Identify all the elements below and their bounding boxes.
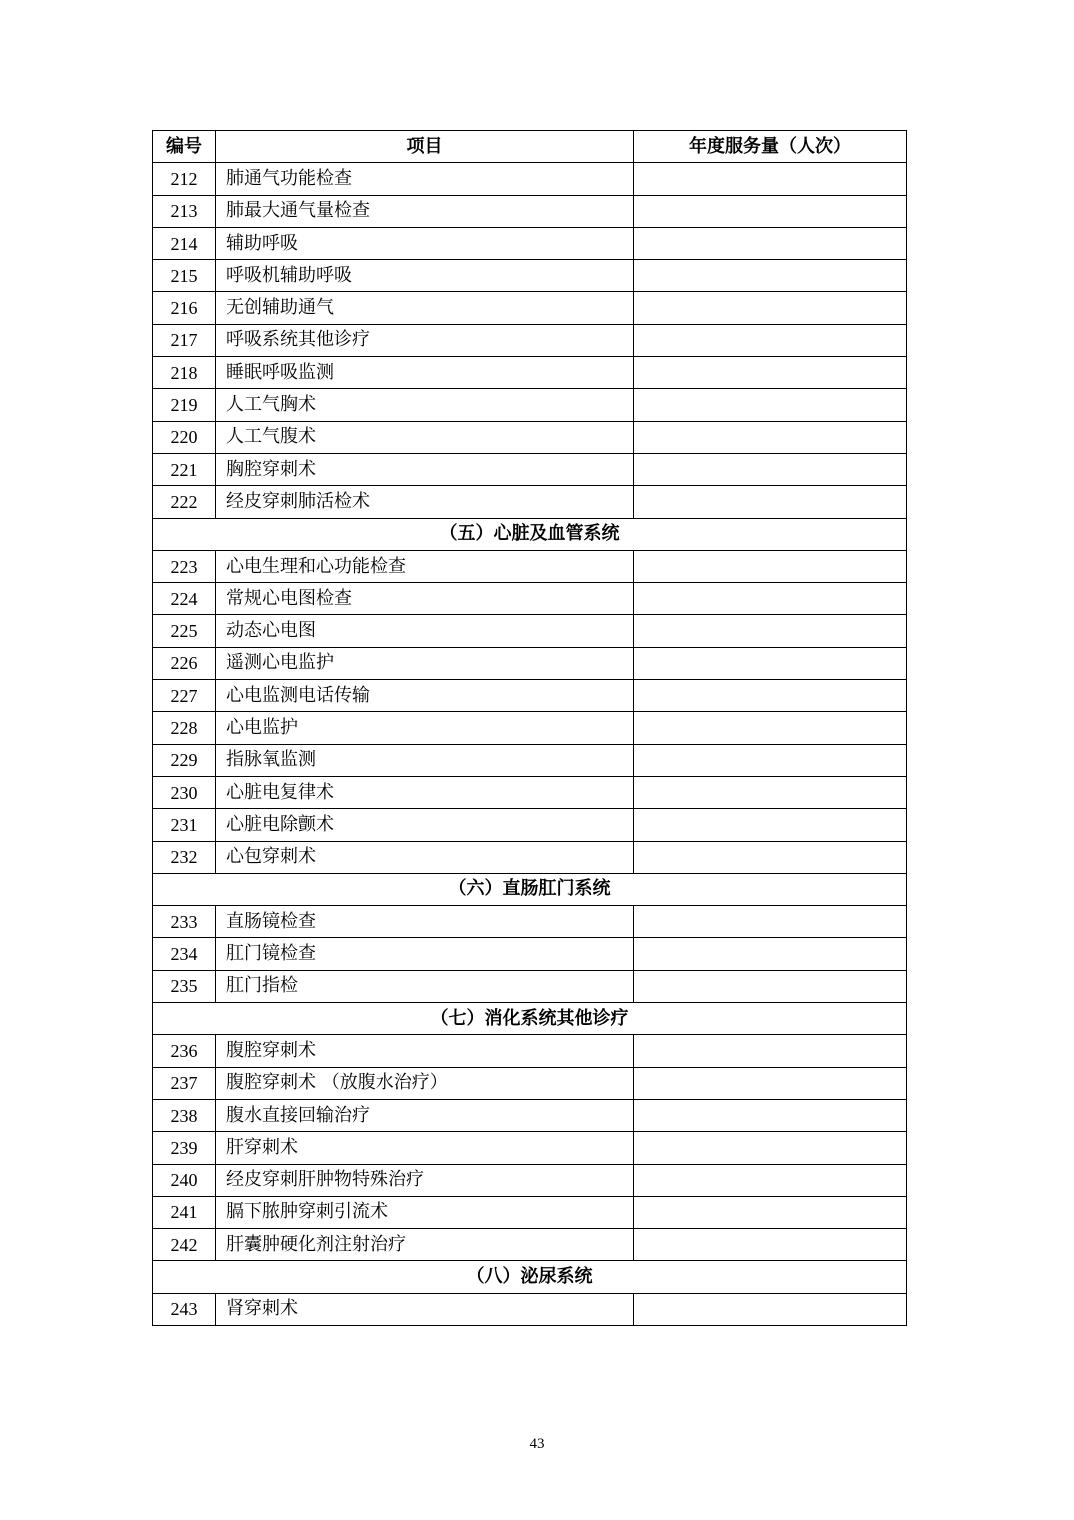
header-number: 编号 bbox=[153, 131, 216, 163]
section-header-row bbox=[153, 1261, 907, 1293]
table-row bbox=[153, 712, 907, 744]
table-row bbox=[153, 324, 907, 356]
annual-volume-cell[interactable] bbox=[634, 260, 907, 292]
item-name: 肺通气功能检查 bbox=[216, 163, 634, 195]
table-row bbox=[153, 647, 907, 679]
item-name: 腹腔穿刺术 bbox=[216, 1035, 634, 1067]
annual-volume-cell[interactable] bbox=[634, 906, 907, 938]
table-row bbox=[153, 615, 907, 647]
table-row bbox=[153, 550, 907, 582]
item-name: 肾穿刺术 bbox=[216, 1293, 634, 1325]
annual-volume-cell[interactable] bbox=[634, 712, 907, 744]
section-title: （七）消化系统其他诊疗 bbox=[153, 1003, 907, 1035]
item-number: 219 bbox=[153, 389, 216, 421]
annual-volume-cell[interactable] bbox=[634, 809, 907, 841]
item-number: 239 bbox=[153, 1132, 216, 1164]
annual-volume-cell[interactable] bbox=[634, 776, 907, 808]
page-number: 43 bbox=[529, 1436, 545, 1452]
table-header-row bbox=[153, 131, 907, 163]
item-number: 230 bbox=[153, 776, 216, 808]
item-number: 223 bbox=[153, 550, 216, 582]
annual-volume-cell[interactable] bbox=[634, 421, 907, 453]
item-number: 241 bbox=[153, 1196, 216, 1228]
table-row bbox=[153, 906, 907, 938]
table-row bbox=[153, 453, 907, 485]
table-row bbox=[153, 1132, 907, 1164]
table-row bbox=[153, 1229, 907, 1261]
item-number: 232 bbox=[153, 841, 216, 873]
item-number: 217 bbox=[153, 324, 216, 356]
annual-volume-cell[interactable] bbox=[634, 1164, 907, 1196]
item-number: 233 bbox=[153, 906, 216, 938]
table-row bbox=[153, 357, 907, 389]
annual-volume-cell[interactable] bbox=[634, 195, 907, 227]
table-body bbox=[153, 163, 907, 1326]
item-name: 指脉氧监测 bbox=[216, 744, 634, 776]
item-name: 呼吸系统其他诊疗 bbox=[216, 324, 634, 356]
item-number: 225 bbox=[153, 615, 216, 647]
item-name: 膈下脓肿穿刺引流术 bbox=[216, 1196, 634, 1228]
annual-volume-cell[interactable] bbox=[634, 1132, 907, 1164]
table-row bbox=[153, 1293, 907, 1325]
item-number: 218 bbox=[153, 357, 216, 389]
item-name: 动态心电图 bbox=[216, 615, 634, 647]
section-title: （六）直肠肛门系统 bbox=[153, 873, 907, 905]
annual-volume-cell[interactable] bbox=[634, 680, 907, 712]
table-row bbox=[153, 1067, 907, 1099]
item-number: 243 bbox=[153, 1293, 216, 1325]
annual-volume-cell[interactable] bbox=[634, 938, 907, 970]
annual-volume-cell[interactable] bbox=[634, 615, 907, 647]
item-name: 呼吸机辅助呼吸 bbox=[216, 260, 634, 292]
item-name: 肛门指检 bbox=[216, 970, 634, 1002]
item-number: 240 bbox=[153, 1164, 216, 1196]
item-number: 215 bbox=[153, 260, 216, 292]
item-number: 216 bbox=[153, 292, 216, 324]
item-name: 肝囊肿硬化剂注射治疗 bbox=[216, 1229, 634, 1261]
table-row bbox=[153, 292, 907, 324]
item-number: 234 bbox=[153, 938, 216, 970]
item-name: 直肠镜检查 bbox=[216, 906, 634, 938]
item-number: 224 bbox=[153, 583, 216, 615]
item-number: 221 bbox=[153, 453, 216, 485]
item-name: 肺最大通气量检查 bbox=[216, 195, 634, 227]
item-number: 228 bbox=[153, 712, 216, 744]
item-name: 常规心电图检查 bbox=[216, 583, 634, 615]
annual-volume-cell[interactable] bbox=[634, 324, 907, 356]
item-number: 237 bbox=[153, 1067, 216, 1099]
item-number: 235 bbox=[153, 970, 216, 1002]
item-name: 睡眠呼吸监测 bbox=[216, 357, 634, 389]
item-number: 227 bbox=[153, 680, 216, 712]
item-number: 220 bbox=[153, 421, 216, 453]
item-name: 心脏电除颤术 bbox=[216, 809, 634, 841]
section-header-row bbox=[153, 873, 907, 905]
item-name: 无创辅助通气 bbox=[216, 292, 634, 324]
annual-volume-cell[interactable] bbox=[634, 1099, 907, 1131]
annual-volume-cell[interactable] bbox=[634, 1035, 907, 1067]
table-row bbox=[153, 970, 907, 1002]
table-row bbox=[153, 938, 907, 970]
table-row bbox=[153, 841, 907, 873]
item-name: 经皮穿刺肝肿物特殊治疗 bbox=[216, 1164, 634, 1196]
table-row bbox=[153, 680, 907, 712]
item-number: 213 bbox=[153, 195, 216, 227]
item-name: 辅助呼吸 bbox=[216, 227, 634, 259]
table-row bbox=[153, 1099, 907, 1131]
item-name: 心电监测电话传输 bbox=[216, 680, 634, 712]
table-row bbox=[153, 1196, 907, 1228]
annual-volume-cell[interactable] bbox=[634, 292, 907, 324]
annual-volume-cell[interactable] bbox=[634, 970, 907, 1002]
service-volume-table bbox=[152, 130, 907, 1326]
item-name: 心电生理和心功能检查 bbox=[216, 550, 634, 582]
item-name: 胸腔穿刺术 bbox=[216, 453, 634, 485]
table-row bbox=[153, 260, 907, 292]
annual-volume-cell[interactable] bbox=[634, 227, 907, 259]
annual-volume-cell[interactable] bbox=[634, 647, 907, 679]
header-item: 项目 bbox=[216, 131, 634, 163]
annual-volume-cell[interactable] bbox=[634, 583, 907, 615]
annual-volume-cell[interactable] bbox=[634, 163, 907, 195]
table-row bbox=[153, 195, 907, 227]
item-number: 236 bbox=[153, 1035, 216, 1067]
item-name: 经皮穿刺肺活检术 bbox=[216, 486, 634, 518]
annual-volume-cell[interactable] bbox=[634, 841, 907, 873]
annual-volume-cell[interactable] bbox=[634, 486, 907, 518]
table-row bbox=[153, 744, 907, 776]
table-row bbox=[153, 1164, 907, 1196]
annual-volume-cell[interactable] bbox=[634, 1196, 907, 1228]
annual-volume-cell[interactable] bbox=[634, 1067, 907, 1099]
item-name: 腹水直接回输治疗 bbox=[216, 1099, 634, 1131]
item-name: 腹腔穿刺术 （放腹水治疗） bbox=[216, 1067, 634, 1099]
item-name: 心脏电复律术 bbox=[216, 776, 634, 808]
item-number: 226 bbox=[153, 647, 216, 679]
item-name: 心包穿刺术 bbox=[216, 841, 634, 873]
item-name: 遥测心电监护 bbox=[216, 647, 634, 679]
table-row bbox=[153, 227, 907, 259]
item-number: 229 bbox=[153, 744, 216, 776]
table-row bbox=[153, 486, 907, 518]
table-row bbox=[153, 776, 907, 808]
table-row bbox=[153, 583, 907, 615]
annual-volume-cell[interactable] bbox=[634, 744, 907, 776]
annual-volume-cell[interactable] bbox=[634, 389, 907, 421]
section-header-row bbox=[153, 518, 907, 550]
item-number: 214 bbox=[153, 227, 216, 259]
item-name: 人工气胸术 bbox=[216, 389, 634, 421]
header-annual-volume: 年度服务量（人次） bbox=[634, 131, 907, 163]
section-header-row bbox=[153, 1003, 907, 1035]
table-row bbox=[153, 421, 907, 453]
table-row bbox=[153, 389, 907, 421]
item-name: 肝穿刺术 bbox=[216, 1132, 634, 1164]
table-row bbox=[153, 1035, 907, 1067]
annual-volume-cell[interactable] bbox=[634, 1293, 907, 1325]
table-row bbox=[153, 809, 907, 841]
item-name: 肛门镜检查 bbox=[216, 938, 634, 970]
section-title: （八）泌尿系统 bbox=[153, 1261, 907, 1293]
annual-volume-cell[interactable] bbox=[634, 550, 907, 582]
annual-volume-cell[interactable] bbox=[634, 357, 907, 389]
item-number: 242 bbox=[153, 1229, 216, 1261]
item-number: 231 bbox=[153, 809, 216, 841]
item-name: 心电监护 bbox=[216, 712, 634, 744]
section-title: （五）心脏及血管系统 bbox=[153, 518, 907, 550]
table-row bbox=[153, 163, 907, 195]
item-number: 212 bbox=[153, 163, 216, 195]
annual-volume-cell[interactable] bbox=[634, 1229, 907, 1261]
item-number: 238 bbox=[153, 1099, 216, 1131]
item-number: 222 bbox=[153, 486, 216, 518]
annual-volume-cell[interactable] bbox=[634, 453, 907, 485]
item-name: 人工气腹术 bbox=[216, 421, 634, 453]
